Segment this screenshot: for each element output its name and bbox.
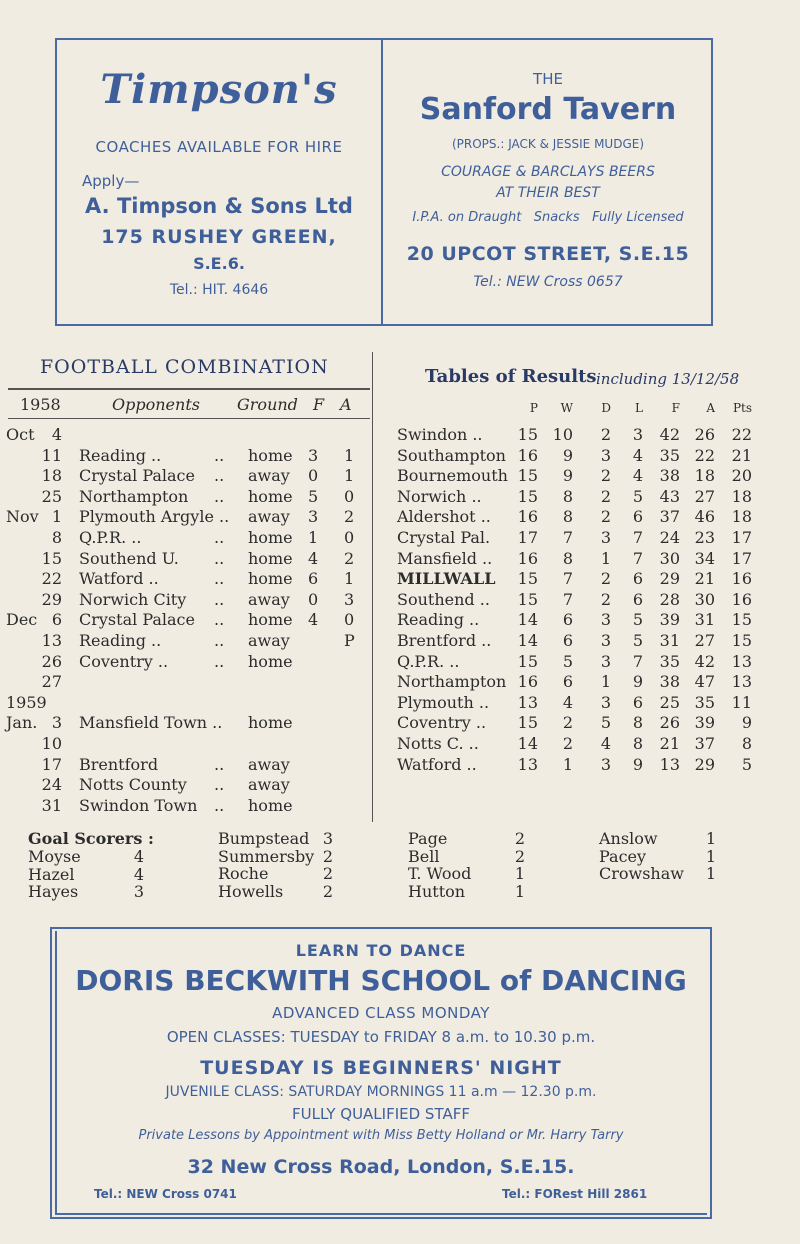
table-cell: 6 <box>562 631 573 650</box>
sanford-name: Sanford Tavern <box>419 92 677 127</box>
fixture-ground: home <box>248 486 293 506</box>
table-cell: 14 <box>517 734 538 753</box>
table-cell: 18 <box>731 507 752 527</box>
table-cell: 2 <box>600 425 611 444</box>
fixture-for: 4 <box>308 548 319 568</box>
table-cell: 2 <box>562 734 573 753</box>
table-cell: 8 <box>632 713 643 733</box>
table-cell: 6 <box>632 692 643 712</box>
sanford-extras: I.P.A. on Draught Snacks Fully Licensed <box>412 210 684 225</box>
table-cell: 3 <box>600 445 611 465</box>
scorer-name: T. Wood <box>408 864 472 883</box>
table-cell: 31 <box>659 631 680 650</box>
scorer-goals: 1 <box>514 881 525 901</box>
table-cell: 4 <box>600 734 611 753</box>
table-cell: 15 <box>731 610 752 630</box>
fixture-ground: away <box>248 507 290 527</box>
dance-frame-edge-bottom <box>55 1213 707 1215</box>
fixture-day: 6 <box>51 610 62 630</box>
table-cell: 16 <box>517 507 538 527</box>
scorer-name: Anslow <box>599 829 658 848</box>
scorer-name: Pacey <box>599 846 647 866</box>
fixture-for: 1 <box>308 528 319 547</box>
table-cell: 35 <box>694 692 715 712</box>
fixture-against: 2 <box>344 548 355 568</box>
column-divider <box>372 352 373 822</box>
table-cell: 15 <box>731 631 752 650</box>
dance-tel-right: Tel.: FORest Hill 2861 <box>502 1187 648 1201</box>
table-cell: 17 <box>517 528 538 547</box>
table-team: Aldershot .. <box>397 507 491 527</box>
table-header-pts: Pts <box>732 401 752 415</box>
table-cell: 42 <box>694 651 715 671</box>
table-cell: 14 <box>517 631 538 650</box>
scorer-goals: 4 <box>133 847 144 866</box>
table-cell: 5 <box>562 651 573 671</box>
fixture-for: 6 <box>308 569 319 589</box>
table-team: Northampton <box>397 672 507 692</box>
scorer-name: Summersby <box>218 846 315 866</box>
fixture-month: 1959 <box>6 692 47 712</box>
fixture-for: 3 <box>308 445 319 465</box>
table-cell: 9 <box>562 445 573 465</box>
fixture-day: 4 <box>51 425 62 444</box>
fixture-against: 3 <box>344 589 355 609</box>
fixture-ground: away <box>248 775 290 795</box>
table-cell: 38 <box>659 466 680 486</box>
sanford-beers-line1: COURAGE & BARCLAYS BEERS <box>441 164 655 180</box>
fixture-dots: .. <box>214 775 225 795</box>
fixture-against: 0 <box>344 528 355 547</box>
scorer-goals: 4 <box>133 864 144 884</box>
fixture-for: 5 <box>308 486 319 506</box>
table-team: Mansfield .. <box>397 548 493 568</box>
fixture-month: Dec <box>6 610 38 630</box>
fixture-ground: home <box>248 651 293 671</box>
fixture-day: 11 <box>41 445 62 465</box>
fixtures-header-a: A <box>340 395 352 414</box>
table-cell: 15 <box>517 651 538 671</box>
table-team: Plymouth .. <box>397 692 490 712</box>
table-cell: 22 <box>731 425 752 444</box>
table-cell: 11 <box>731 692 752 712</box>
scorer-goals: 2 <box>322 881 333 901</box>
scorer-name: Hayes <box>28 882 79 901</box>
sanford-the: THE <box>533 70 563 88</box>
table-cell: 3 <box>600 754 611 774</box>
fixture-day: 27 <box>41 672 62 692</box>
scorer-goals: 2 <box>514 829 525 848</box>
table-cell: 15 <box>517 589 538 609</box>
fixture-day: 31 <box>41 795 62 815</box>
fixture-day: 1 <box>51 507 62 527</box>
table-cell: 7 <box>562 569 573 589</box>
table-team: Q.P.R. .. <box>397 651 460 671</box>
dance-beginners: TUESDAY IS BEGINNERS' NIGHT <box>200 1057 562 1079</box>
dance-qualified: FULLY QUALIFIED STAFF <box>292 1105 470 1123</box>
table-cell: 8 <box>562 548 573 568</box>
fixture-opponent: Swindon Town <box>79 795 198 815</box>
table-cell: 3 <box>632 425 643 444</box>
table-header-w: W <box>560 401 573 415</box>
scorer-goals: 1 <box>705 829 716 848</box>
table-cell: 9 <box>632 672 643 692</box>
fixture-dots: .. <box>214 569 225 589</box>
fixture-day: 22 <box>41 569 62 589</box>
fixture-against: 1 <box>344 466 355 486</box>
dance-tel-left: Tel.: NEW Cross 0741 <box>94 1187 237 1201</box>
table-cell: 6 <box>632 589 643 609</box>
fixture-day: 3 <box>51 713 62 733</box>
table-subtitle: including 13/12/58 <box>596 370 740 388</box>
fixture-against: 0 <box>344 486 355 506</box>
table-cell: 6 <box>562 610 573 630</box>
fixture-ground: away <box>248 589 290 609</box>
table-cell: 15 <box>517 466 538 486</box>
dance-learn: LEARN TO DANCE <box>295 941 467 960</box>
table-cell: 13 <box>517 754 538 774</box>
table-cell: 15 <box>517 425 538 444</box>
table-cell: 2 <box>600 589 611 609</box>
table-cell: 9 <box>632 754 643 774</box>
table-header-p: P <box>529 401 538 415</box>
table-cell: 29 <box>694 754 715 774</box>
table-cell: 34 <box>694 548 715 568</box>
table-cell: 1 <box>600 672 611 692</box>
fixture-day: 24 <box>41 775 62 795</box>
fixture-month: Jan. <box>6 713 38 733</box>
fixture-opponent: Southend U. <box>79 548 179 568</box>
table-cell: 1 <box>562 754 573 774</box>
fixture-dots: .. <box>214 528 225 547</box>
table-team: Bournemouth <box>397 466 508 486</box>
table-cell: 4 <box>562 692 573 712</box>
table-team: Crystal Pal. <box>397 528 491 547</box>
table-team: Southend .. <box>397 589 490 609</box>
fixture-dots: .. <box>214 445 225 465</box>
fixture-opponent: Crystal Palace <box>79 610 195 630</box>
fixture-ground: away <box>248 466 290 486</box>
table-cell: 9 <box>741 713 752 733</box>
sanford-props: (PROPS.: JACK & JESSIE MUDGE) <box>451 137 645 151</box>
sanford-beers-line2: AT THEIR BEST <box>496 185 600 201</box>
table-cell: 35 <box>659 651 680 671</box>
timpson-company: A. Timpson & Sons Ltd <box>85 194 353 218</box>
fixtures-header-f: F <box>313 395 325 414</box>
table-cell: 4 <box>632 466 643 486</box>
fixture-day: 15 <box>41 548 62 568</box>
table-cell: 46 <box>694 507 715 527</box>
dance-advanced: ADVANCED CLASS MONDAY <box>272 1004 490 1022</box>
scorer-goals: 1 <box>514 864 525 883</box>
fixture-for: 0 <box>308 466 319 486</box>
table-cell: 15 <box>517 569 538 589</box>
table-cell: 15 <box>517 486 538 506</box>
table-cell: 5 <box>600 713 611 733</box>
table-cell: 18 <box>694 466 715 486</box>
timpson-street: 175 RUSHEY GREEN, <box>101 226 337 248</box>
table-team: Coventry .. <box>397 713 487 733</box>
fixture-opponent: Plymouth Argyle .. <box>79 507 230 527</box>
table-cell: 3 <box>600 610 611 630</box>
table-cell: 43 <box>659 486 680 506</box>
scorer-name: Bumpstead <box>218 829 310 848</box>
fixture-ground: home <box>248 548 293 568</box>
table-header-a: A <box>706 401 715 415</box>
table-cell: 13 <box>659 754 680 774</box>
table-team: Brentford .. <box>397 631 492 650</box>
table-cell: 7 <box>562 528 573 547</box>
table-cell: 7 <box>632 651 643 671</box>
fixture-against: 1 <box>344 569 355 589</box>
fixtures-header-opponents: Opponents <box>112 395 200 414</box>
fixture-day: 10 <box>41 734 62 753</box>
table-cell: 38 <box>659 672 680 692</box>
table-cell: 37 <box>694 734 715 753</box>
fixtures-header-ground: Ground <box>237 395 298 414</box>
table-cell: 13 <box>731 651 752 671</box>
fixture-opponent: Crystal Palace <box>79 466 195 486</box>
table-cell: 15 <box>517 713 538 733</box>
fixtures-title: FOOTBALL COMBINATION <box>40 356 329 378</box>
sanford-tel: Tel.: NEW Cross 0657 <box>473 274 623 290</box>
table-cell: 27 <box>694 486 715 506</box>
table-cell: 2 <box>562 713 573 733</box>
table-cell: 2 <box>600 486 611 506</box>
fixture-against: 0 <box>344 610 355 630</box>
scorer-name: Page <box>408 829 448 848</box>
table-team: Southampton <box>397 445 506 465</box>
fixture-opponent: Notts County <box>79 775 187 795</box>
table-team: MILLWALL <box>397 569 496 589</box>
table-cell: 21 <box>731 445 752 465</box>
table-cell: 5 <box>632 610 643 630</box>
table-cell: 3 <box>600 631 611 650</box>
table-cell: 30 <box>659 548 680 568</box>
table-cell: 22 <box>694 445 715 465</box>
table-team: Reading .. <box>397 610 480 630</box>
fixture-day: 18 <box>41 466 62 486</box>
table-cell: 25 <box>659 692 680 712</box>
table-cell: 16 <box>517 548 538 568</box>
table-team: Watford .. <box>397 754 477 774</box>
scorer-name: Roche <box>218 864 269 883</box>
fixtures-title-rule <box>8 388 370 390</box>
fixture-dots: .. <box>214 486 225 506</box>
table-cell: 16 <box>517 445 538 465</box>
fixture-dots: .. <box>214 631 225 650</box>
table-cell: 8 <box>741 734 752 753</box>
table-cell: 5 <box>741 754 752 774</box>
table-cell: 35 <box>659 445 680 465</box>
table-cell: 3 <box>600 651 611 671</box>
fixture-dots: .. <box>214 610 225 630</box>
dance-school: DORIS BECKWITH SCHOOL of DANCING <box>75 964 687 997</box>
fixture-dots: .. <box>214 795 225 815</box>
table-cell: 7 <box>632 528 643 547</box>
table-header-d: D <box>601 401 611 415</box>
fixture-opponent: Norwich City <box>79 589 187 609</box>
table-cell: 39 <box>659 610 680 630</box>
fixture-opponent: Reading .. <box>79 631 162 650</box>
fixture-dots: .. <box>214 754 225 774</box>
table-team: Norwich .. <box>397 486 482 506</box>
fixture-ground: home <box>248 445 293 465</box>
table-cell: 26 <box>694 425 715 444</box>
table-cell: 26 <box>659 713 680 733</box>
table-cell: 27 <box>694 631 715 650</box>
timpson-tel: Tel.: HIT. 4646 <box>169 282 269 298</box>
fixture-day: 13 <box>41 631 62 650</box>
scorer-name: Howells <box>218 881 284 901</box>
table-cell: 2 <box>600 466 611 486</box>
table-cell: 29 <box>659 569 680 589</box>
scorers-title: Goal Scorers : <box>28 829 154 848</box>
fixture-ground: home <box>248 713 293 733</box>
table-cell: 13 <box>731 672 752 692</box>
table-title: Tables of Results <box>425 366 597 387</box>
fixture-opponent: Q.P.R. .. <box>79 528 142 547</box>
table-cell: 6 <box>632 507 643 527</box>
fixture-opponent: Brentford <box>79 754 159 774</box>
timpson-apply: Apply— <box>82 172 140 190</box>
table-cell: 5 <box>632 486 643 506</box>
scorer-goals: 2 <box>322 864 333 883</box>
fixture-ground: home <box>248 528 293 547</box>
fixture-day: 29 <box>41 589 62 609</box>
scorer-goals: 1 <box>705 864 716 883</box>
timpson-logo: Timpson's <box>100 66 338 113</box>
table-team: Notts C. .. <box>397 734 479 753</box>
table-cell: 17 <box>731 548 752 568</box>
timpson-district: S.E.6. <box>193 254 245 273</box>
table-cell: 8 <box>562 486 573 506</box>
fixture-day: 25 <box>41 486 62 506</box>
table-cell: 10 <box>552 425 573 444</box>
fixture-ground: away <box>248 754 290 774</box>
fixture-against: 1 <box>344 445 355 465</box>
table-cell: 2 <box>600 507 611 527</box>
scorer-name: Bell <box>408 846 440 866</box>
sanford-address: 20 UPCOT STREET, S.E.15 <box>406 243 690 265</box>
fixture-opponent: Reading .. <box>79 445 162 465</box>
table-cell: 47 <box>694 672 715 692</box>
scorer-goals: 2 <box>514 846 525 866</box>
fixture-ground: home <box>248 610 293 630</box>
table-cell: 8 <box>632 734 643 753</box>
table-cell: 7 <box>562 589 573 609</box>
fixture-month: Oct <box>6 425 35 444</box>
table-header-f: F <box>671 401 680 415</box>
table-cell: 7 <box>632 548 643 568</box>
table-cell: 3 <box>600 692 611 712</box>
fixtures-header-year: 1958 <box>20 395 61 414</box>
table-cell: 18 <box>731 486 752 506</box>
table-cell: 2 <box>600 569 611 589</box>
fixture-opponent: Coventry .. <box>79 651 169 671</box>
fixture-dots: .. <box>214 589 225 609</box>
table-cell: 3 <box>600 528 611 547</box>
scorer-goals: 3 <box>133 882 144 901</box>
table-cell: 42 <box>659 425 680 444</box>
fixtures-header-rule <box>8 418 370 419</box>
table-header-l: L <box>635 401 643 415</box>
scorer-goals: 3 <box>322 829 333 848</box>
table-cell: 37 <box>659 507 680 527</box>
table-cell: 13 <box>517 692 538 712</box>
dance-juvenile: JUVENILE CLASS: SATURDAY MORNINGS 11 a.m — 12.30 p.m. <box>165 1084 597 1100</box>
dance-open-classes: OPEN CLASSES: TUESDAY to FRIDAY 8 a.m. to 10.30 p.m. <box>166 1028 596 1046</box>
scorer-goals: 1 <box>705 846 716 866</box>
table-cell: 28 <box>659 589 680 609</box>
table-cell: 5 <box>632 631 643 650</box>
fixture-ground: home <box>248 569 293 589</box>
timpson-tagline: COACHES AVAILABLE FOR HIRE <box>95 138 343 156</box>
fixture-dots: .. <box>214 466 225 486</box>
dance-private-lessons: Private Lessons by Appointment with Miss Betty Holland or Mr. Harry Tarry <box>138 1128 624 1143</box>
scorer-name: Hutton <box>408 881 466 901</box>
fixture-ground: home <box>248 795 293 815</box>
scorer-name: Hazel <box>28 864 75 884</box>
fixture-against: 2 <box>344 507 355 527</box>
table-cell: 21 <box>694 569 715 589</box>
table-cell: 8 <box>562 507 573 527</box>
fixture-for: 0 <box>308 589 319 609</box>
fixture-dots: .. <box>214 548 225 568</box>
table-cell: 21 <box>659 734 680 753</box>
fixture-opponent: Mansfield Town .. <box>79 713 223 733</box>
fixture-day: 17 <box>41 754 62 774</box>
table-cell: 9 <box>562 466 573 486</box>
table-cell: 6 <box>632 569 643 589</box>
fixture-month: Nov <box>6 507 39 527</box>
table-cell: 14 <box>517 610 538 630</box>
table-cell: 16 <box>731 589 752 609</box>
fixture-day: 26 <box>41 651 62 671</box>
fixture-ground: away <box>248 631 290 650</box>
fixture-opponent: Watford .. <box>79 569 159 589</box>
fixture-against: P <box>344 631 355 650</box>
table-cell: 6 <box>562 672 573 692</box>
table-cell: 31 <box>694 610 715 630</box>
scorer-name: Moyse <box>28 847 81 866</box>
table-cell: 24 <box>659 528 680 547</box>
table-cell: 39 <box>694 713 715 733</box>
table-cell: 23 <box>694 528 715 547</box>
fixture-opponent: Northampton <box>79 486 189 506</box>
table-team: Swindon .. <box>397 425 483 444</box>
dance-address: 32 New Cross Road, London, S.E.15. <box>187 1156 575 1178</box>
fixture-day: 8 <box>51 528 62 547</box>
scorer-name: Crowshaw <box>599 864 684 883</box>
table-cell: 30 <box>694 589 715 609</box>
fixture-dots: .. <box>214 651 225 671</box>
fixture-for: 4 <box>308 610 319 630</box>
table-cell: 20 <box>731 466 752 486</box>
table-cell: 4 <box>632 445 643 465</box>
scorer-goals: 2 <box>322 846 333 866</box>
table-cell: 17 <box>731 528 752 547</box>
table-cell: 16 <box>731 569 752 589</box>
fixture-for: 3 <box>308 507 319 527</box>
table-cell: 1 <box>600 548 611 568</box>
table-cell: 16 <box>517 672 538 692</box>
